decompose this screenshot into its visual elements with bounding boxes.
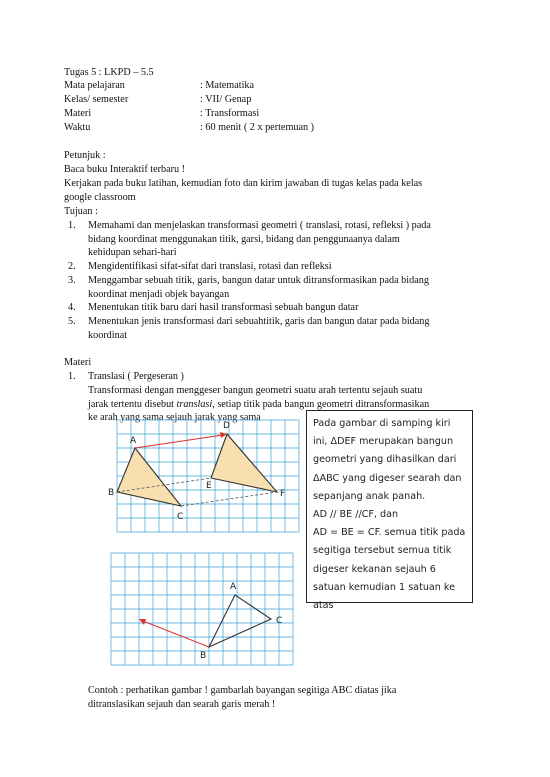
- task-title: Tugas 5 : LKPD – 5.5: [64, 67, 154, 78]
- list-text: Mengidentifikasi sifat-sifat dari translasi, rotasi dan refleksi: [88, 261, 332, 272]
- label-b: B: [200, 651, 207, 661]
- time-value: : 60 menit ( 2 x pertemuan ): [200, 122, 315, 133]
- list-number: 1.: [68, 371, 76, 382]
- list-item: [68, 301, 478, 315]
- box-line: atas: [313, 600, 334, 612]
- grid: [111, 553, 293, 665]
- box-line: AD // BE //CF, dan: [313, 509, 399, 521]
- translation-figure: [108, 420, 299, 532]
- label-c: C: [177, 512, 184, 522]
- list-item: [68, 315, 478, 342]
- class-key: Kelas/ semester: [64, 94, 129, 105]
- materi-subtitle: [68, 370, 478, 384]
- triangle-abc: [209, 595, 271, 647]
- subject-value: : Matematika: [200, 80, 255, 91]
- list-item: [68, 219, 478, 260]
- label-f: F: [280, 489, 286, 499]
- petunjuk-heading: Petunjuk :: [64, 150, 106, 161]
- box-line: ΔABC yang digeser searah dan: [313, 472, 462, 484]
- subject-key: Mata pelajaran: [64, 80, 125, 91]
- paragraph-line: Transformasi dengan menggeser bangun geometri suatu arah tertentu sejauh suatu: [88, 385, 423, 396]
- list-text: Menggambar sebuah titik, garis, bangun datar untuk ditransformasikan pada bidang: [88, 275, 429, 286]
- label-a: A: [230, 582, 237, 592]
- paragraph-line: ke arah yang sama sejauh jarak yang sama: [88, 412, 261, 423]
- material-key: Materi: [64, 108, 92, 119]
- label-d: D: [223, 421, 230, 431]
- box-line: digeser kekanan sejauh 6: [313, 563, 436, 575]
- time-key: Waktu: [64, 122, 91, 133]
- list-number: 5.: [68, 316, 76, 327]
- list-text: Memahami dan menjelaskan transformasi geometri ( translasi, rotasi, refleksi ) pada: [88, 220, 431, 231]
- example-paragraph: [88, 684, 478, 711]
- list-item: [68, 260, 478, 274]
- translation-arrow: [135, 435, 223, 448]
- paragraph-line: Contoh : perhatikan gambar ! gambarlah bayangan segitiga ABC diatas jika: [88, 685, 397, 696]
- petunjuk-line: Kerjakan pada buku latihan, kemudian foto dan kirim jawaban di tugas kelas pada kelas: [64, 178, 423, 189]
- label-c: C: [276, 616, 283, 626]
- list-number: 2.: [68, 261, 76, 272]
- box-line: satuan kemudian 1 satuan ke: [313, 581, 456, 593]
- box-line: AD = BE = CF. semua titik pada: [313, 527, 466, 539]
- list-number: 4.: [68, 302, 76, 313]
- triangle-abc: [117, 448, 181, 506]
- label-e: E: [206, 481, 212, 491]
- paragraph-line: ditranslasikan sejauh dan searah garis merah !: [88, 698, 276, 710]
- material-value: : Transformasi: [200, 108, 260, 119]
- label-a: A: [130, 436, 137, 446]
- list-text: koordinat menjadi objek bayangan: [88, 288, 230, 300]
- explanation-box: [306, 410, 473, 612]
- exercise-figure: [111, 553, 293, 665]
- box-line: Pada gambar di samping kiri: [313, 418, 451, 429]
- tujuan-heading: Tujuan :: [64, 206, 98, 217]
- list-text: bidang koordinat menggunakan titik, garsi, bidang dan penggunaanya dalam: [88, 233, 400, 245]
- arrow-head: [139, 619, 146, 625]
- list-text: koordinat: [88, 329, 128, 341]
- list-text: kehidupan sehari-hari: [88, 247, 177, 258]
- triangle-def: [211, 434, 277, 492]
- materi-heading: Materi: [64, 357, 92, 368]
- petunjuk-line: google classroom: [64, 192, 136, 203]
- list-number: 3.: [68, 275, 76, 286]
- petunjuk-line: Baca buku Interaktif terbaru !: [64, 164, 186, 175]
- list-text: Menentukan titik baru dari hasil transformasi sebuah bangun datar: [88, 302, 359, 313]
- subtitle-text: Translasi ( Pergeseran ): [88, 371, 184, 382]
- list-number: 1.: [68, 220, 76, 231]
- class-value: : VII/ Genap: [200, 94, 252, 105]
- label-b: B: [108, 488, 115, 498]
- box-line: sepanjang anak panah.: [313, 490, 426, 502]
- list-item: [68, 274, 478, 301]
- box-line: segitiga tersebut semua titik: [313, 545, 452, 557]
- box-line: ini, ΔDEF merupakan bangun: [313, 436, 454, 448]
- box-line: geometri yang dihasilkan dari: [313, 454, 457, 466]
- paragraph-line: jarak tertentu disebut translasi, setiap titik pada bangun geometri ditransformasikan: [88, 398, 430, 410]
- list-text: Menentukan jenis transformasi dari sebuahtitik, garis dan bangun datar pada bidang: [88, 316, 430, 327]
